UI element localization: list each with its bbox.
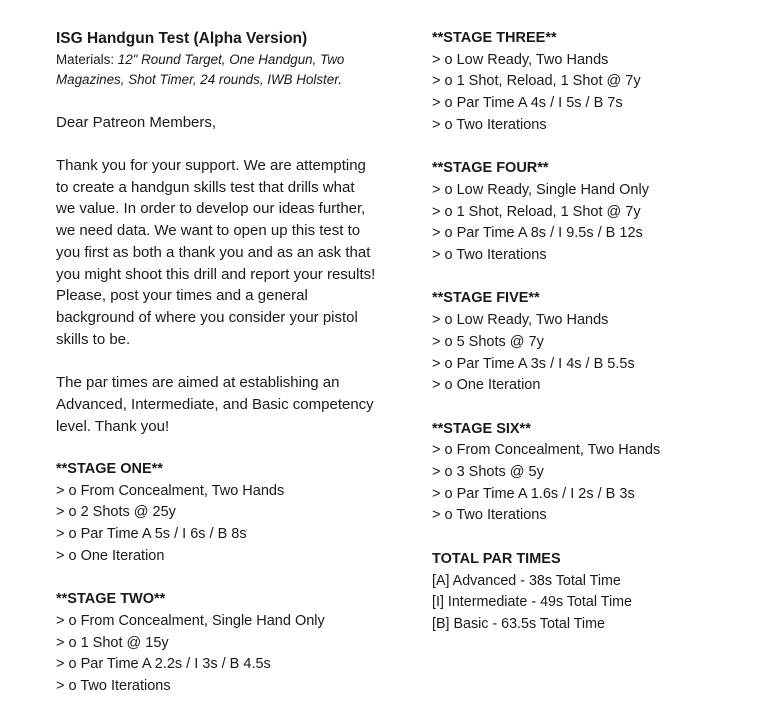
- stage-line: > o From Concealment, Two Hands: [56, 482, 285, 499]
- materials-line: [56, 50, 401, 90]
- stage-line: > o Par Time A 4s / I 5s / B 7s: [432, 95, 623, 112]
- stage-heading: **STAGE FOUR**: [432, 160, 549, 177]
- stage-line: > o Par Time A 5s / I 6s / B 8s: [56, 526, 247, 542]
- stage-line: > o One Iteration: [432, 377, 541, 394]
- stage-heading: **STAGE TWO**: [56, 591, 166, 608]
- stage-line: > o 2 Shots @ 25y: [56, 504, 176, 521]
- stage-line: > o From Concealment, Single Hand Only: [56, 612, 325, 629]
- stage-line: > o One Iteration: [56, 547, 165, 564]
- left-column: [56, 28, 401, 698]
- stage-line: > o Two Iterations: [432, 247, 547, 264]
- stage-heading: **STAGE THREE**: [432, 30, 557, 46]
- stage-heading: **STAGE SIX**: [432, 420, 531, 437]
- intro-paragraph: Thank you for your support. We are attempting to create a handgun skills test that drills what we value. In order to develop our ideas further, we need data. We want to open up this test to you first as both a thank you and as an ask that you might shoot this drill and report your results! Please, post your times and a general background of where you consider your pistol skills to be.: [56, 157, 376, 348]
- stage-line: > o Two Iterations: [432, 116, 547, 133]
- stage-line: > o Par Time A 2.2s / I 3s / B 4.5s: [56, 656, 271, 673]
- stage-line: > o Par Time A 8s / I 9.5s / B 12s: [432, 225, 643, 242]
- stage-line: > o Low Ready, Two Hands: [432, 312, 609, 329]
- stage-line: > o From Concealment, Two Hands: [432, 442, 661, 459]
- greeting: Dear Patreon Members,: [56, 113, 217, 131]
- totals-heading: TOTAL PAR TIMES: [432, 550, 561, 567]
- stage-five: [432, 288, 752, 397]
- stage-line: > o Par Time A 3s / I 4s / B 5.5s: [432, 355, 635, 372]
- stage-three: [432, 28, 752, 137]
- stage-line: > o Low Ready, Single Hand Only: [432, 181, 649, 198]
- stage-six: [432, 419, 752, 528]
- par-times-note: The par times are aimed at establishing an Advanced, Intermediate, and Basic competency level. Thank you!: [56, 374, 374, 435]
- right-column: [432, 28, 752, 636]
- stage-line: > o Two Iterations: [56, 677, 171, 694]
- stage-line: > o Low Ready, Two Hands: [432, 51, 609, 68]
- stage-line: > o 1 Shot @ 15y: [56, 634, 169, 651]
- stage-four: [432, 158, 752, 267]
- document-title: ISG Handgun Test (Alpha Version): [56, 30, 308, 47]
- stage-heading: **STAGE ONE**: [56, 460, 163, 477]
- stage-line: > o 5 Shots @ 7y: [432, 333, 544, 350]
- stage-line: > o 3 Shots @ 5y: [432, 464, 544, 481]
- stage-one: [56, 459, 401, 568]
- stage-two: [56, 589, 401, 698]
- stage-line: > o 1 Shot, Reload, 1 Shot @ 7y: [432, 73, 641, 90]
- stage-line: > o Two Iterations: [432, 507, 547, 524]
- total-line-intermediate: [I] Intermediate - 49s Total Time: [432, 594, 632, 611]
- total-line-basic: [B] Basic - 63.5s Total Time: [432, 615, 605, 632]
- stage-heading: **STAGE FIVE**: [432, 290, 540, 307]
- materials-list: 12" Round Target, One Handgun, Two Magazines, Shot Timer, 24 rounds, IWB Holster.: [56, 52, 345, 87]
- stage-line: > o 1 Shot, Reload, 1 Shot @ 7y: [432, 203, 641, 220]
- total-par-times: [432, 549, 752, 636]
- materials-label: Materials:: [56, 52, 118, 67]
- stage-line: > o Par Time A 1.6s / I 2s / B 3s: [432, 485, 635, 502]
- total-line-advanced: [A] Advanced - 38s Total Time: [432, 572, 621, 589]
